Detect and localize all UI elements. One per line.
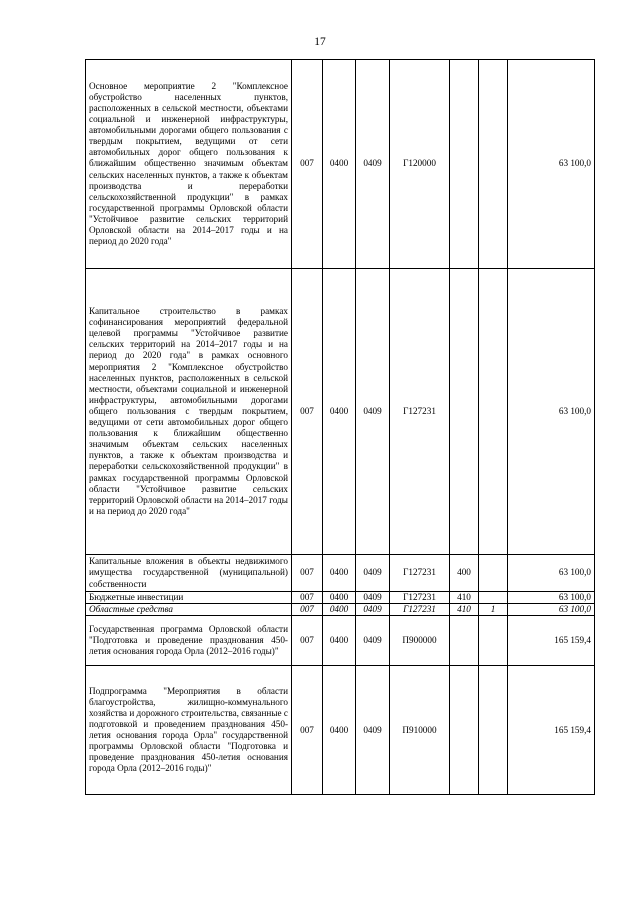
row-name: Областные средства [86, 604, 292, 616]
budget-table-body [86, 60, 595, 795]
row-subsection-code: 0409 [356, 60, 390, 269]
row-grbs-code: 007 [292, 666, 323, 795]
row-grbs-code: 007 [292, 60, 323, 269]
row-name: Капитальные вложения в объекты недвижимого имущества государственной (муниципальной) собственности [86, 555, 292, 592]
table-row [86, 616, 595, 666]
row-expense-type: 400 [450, 555, 479, 592]
row-section-code: 0400 [323, 666, 356, 795]
row-section-code: 0400 [323, 269, 356, 555]
row-section-code: 0400 [323, 60, 356, 269]
row-name: Подпрограмма "Мероприятия в области благоустройства, жилищно-коммунального хозяйства и дорожного строительства, связанные с подготовкой и проведением празднования 450-летия основания города Орла" государственной программы Орловской области "Подготовка и проведение празднования 450-летия основания города Орла (2012–2016 годы)" [86, 666, 292, 795]
row-grbs-code: 007 [292, 616, 323, 666]
row-section-code: 0400 [323, 555, 356, 592]
row-sum: 63 100,0 [508, 60, 595, 269]
row-name: Государственная программа Орловской области "Подготовка и проведение празднования 450-летия основания города Орла (2012–2016 годы)" [86, 616, 292, 666]
row-target-article: Г127231 [390, 592, 450, 604]
row-grbs-code: 007 [292, 269, 323, 555]
row-sum: 165 159,4 [508, 666, 595, 795]
row-name: Бюджетные инвестиции [86, 592, 292, 604]
row-name: Основное мероприятие 2 "Комплексное обустройство населенных пунктов, расположенных в сельской местности, объектами социальной и инженерной инфраструктуры, автомобильными дорогами общего пользования с твердым покрытием, ведущими от сети автомобильных дорог общего пользования к ближайшим общественно значимым объектам сельских населенных пунктов, а также к объектам производства и переработки сельскохозяйственной продукции" в рамках государственной программы Орловской области "Устойчивое развитие сельских территорий Орловской области на 2014–2017 годы и на период до 2020 года" [86, 60, 292, 269]
table-row [86, 269, 595, 555]
row-subsection-code: 0409 [356, 666, 390, 795]
row-target-article: П900000 [390, 616, 450, 666]
row-grbs-code: 007 [292, 604, 323, 616]
row-grbs-code: 007 [292, 592, 323, 604]
row-expense-type [450, 60, 479, 269]
row-name: Капитальное строительство в рамках софинансирования мероприятий федеральной целевой программы "Устойчивое развитие сельских территорий на 2014–2017 годы и на период до 2020 года" в рамках основного мероприятия 2 "Комплексное обустройство населенных пунктов, расположенных в сельской местности, объектами социальной и инженерной инфраструктуры, автомобильными дорогами общего пользования с твердым покрытием, ведущими от сети автомобильных дорог общего пользования к ближайшим общественно значимым объектам сельских населенных пунктов, а также к объектам производства и переработки сельскохозяйственной продукции" в рамках государственной программы Орловской области "Устойчивое развитие сельских территорий Орловской области на 2014–2017 годы и на период до 2020 года" [86, 269, 292, 555]
row-kosgu [479, 555, 508, 592]
row-expense-type [450, 666, 479, 795]
row-section-code: 0400 [323, 592, 356, 604]
row-target-article: Г127231 [390, 269, 450, 555]
row-expense-type: 410 [450, 604, 479, 616]
row-grbs-code: 007 [292, 555, 323, 592]
row-subsection-code: 0409 [356, 604, 390, 616]
row-target-article: Г127231 [390, 555, 450, 592]
table-row [86, 60, 595, 269]
table-row [86, 555, 595, 592]
row-sum: 165 159,4 [508, 616, 595, 666]
budget-table [85, 59, 595, 795]
row-sum: 63 100,0 [508, 592, 595, 604]
row-kosgu [479, 616, 508, 666]
row-target-article: П910000 [390, 666, 450, 795]
table-row [86, 604, 595, 616]
row-expense-type [450, 616, 479, 666]
row-kosgu [479, 269, 508, 555]
table-row [86, 592, 595, 604]
row-subsection-code: 0409 [356, 269, 390, 555]
row-sum: 63 100,0 [508, 269, 595, 555]
row-target-article: Г120000 [390, 60, 450, 269]
row-section-code: 0400 [323, 616, 356, 666]
row-kosgu: 1 [479, 604, 508, 616]
page-number: 17 [314, 36, 326, 48]
row-kosgu [479, 666, 508, 795]
row-expense-type: 410 [450, 592, 479, 604]
row-kosgu [479, 592, 508, 604]
row-section-code: 0400 [323, 604, 356, 616]
row-kosgu [479, 60, 508, 269]
row-target-article: Г127231 [390, 604, 450, 616]
row-subsection-code: 0409 [356, 555, 390, 592]
row-sum: 63 100,0 [508, 555, 595, 592]
row-expense-type [450, 269, 479, 555]
row-subsection-code: 0409 [356, 592, 390, 604]
row-sum: 63 100,0 [508, 604, 595, 616]
row-subsection-code: 0409 [356, 616, 390, 666]
table-row [86, 666, 595, 795]
